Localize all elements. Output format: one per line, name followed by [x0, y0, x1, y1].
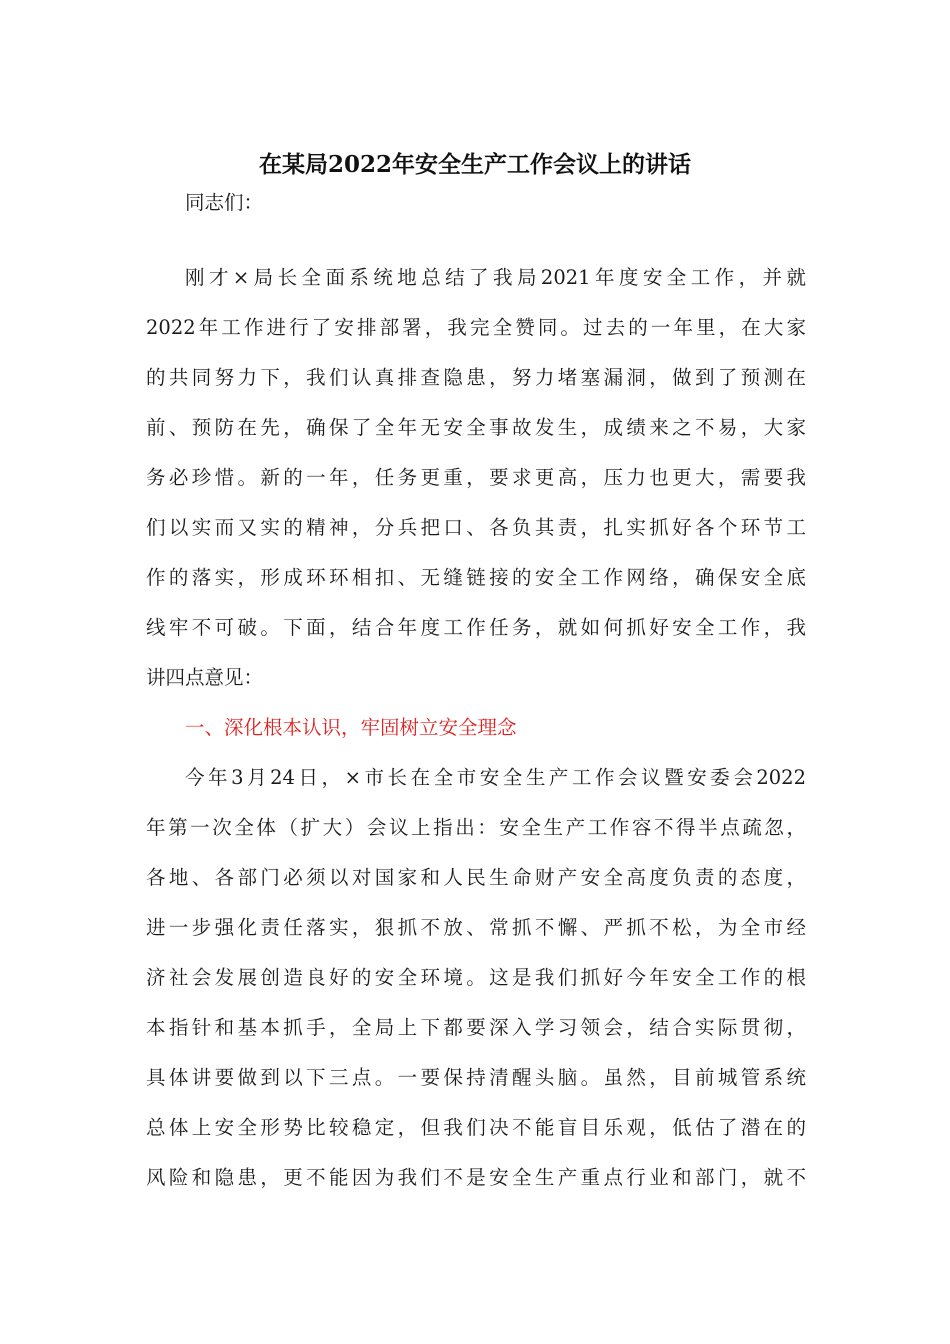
paragraph-2-line: 今年3月24日，×市长在全市安全生产工作会议暨安委会2022	[185, 766, 806, 789]
paragraph-1-line: 作的落实，形成环环相扣、无缝链接的安全工作网络，确保安全底	[146, 566, 806, 589]
paragraph-2-line: 进一步强化责任落实，狠抓不放、常抓不懈、严抓不松，为全市经	[146, 916, 806, 939]
paragraph-1-line: 讲四点意见：	[146, 666, 264, 689]
section-heading-1	[146, 703, 806, 753]
paragraph-1-line: 们以实而又实的精神，分兵把口、各负其责，扎实抓好各个环节工	[146, 516, 806, 539]
paragraph-2-line: 风险和隐患，更不能因为我们不是安全生产重点行业和部门，就不	[146, 1166, 806, 1189]
paragraph-2-line: 总体上安全形势比较稳定，但我们决不能盲目乐观，低估了潜在的	[146, 1116, 806, 1139]
paragraph-1-line: 前、预防在先，确保了全年无安全事故发生，成绩来之不易，大家	[146, 416, 806, 439]
paragraph-1-line: 线牢不可破。下面，结合年度工作任务，就如何抓好安全工作，我	[146, 616, 806, 639]
salutation-text: 同志们：	[185, 191, 264, 214]
paragraph-1-line: 刚才×局长全面系统地总结了我局2021年度安全工作，并就	[185, 266, 806, 289]
paragraph-2-line: 年第一次全体（扩大）会议上指出：安全生产工作容不得半点疏忽，	[146, 816, 806, 839]
paragraph-1	[146, 253, 806, 703]
paragraph-1-line: 的共同努力下，我们认真排查隐患，努力堵塞漏洞，做到了预测在	[146, 366, 806, 389]
section-heading-1-text: 一、深化根本认识，牢固树立安全理念	[185, 716, 517, 739]
paragraph-2-line: 各地、各部门必须以对国家和人民生命财产安全高度负责的态度，	[146, 866, 806, 889]
paragraph-2-line: 具体讲要做到以下三点。一要保持清醒头脑。虽然，目前城管系统	[146, 1066, 806, 1089]
document-title: 在某局2022年安全生产工作会议上的讲话	[258, 151, 691, 178]
paragraph-1-line: 务必珍惜。新的一年，任务更重，要求更高，压力也更大，需要我	[146, 466, 806, 489]
paragraph-2-line: 本指针和基本抓手，全局上下都要深入学习领会，结合实际贯彻，	[146, 1016, 806, 1039]
paragraph-2	[146, 753, 806, 1203]
salutation	[146, 178, 806, 228]
paragraph-2-line: 济社会发展创造良好的安全环境。这是我们抓好今年安全工作的根	[146, 966, 806, 989]
paragraph-1-line: 2022年工作进行了安排部署，我完全赞同。过去的一年里，在大家	[146, 316, 806, 339]
